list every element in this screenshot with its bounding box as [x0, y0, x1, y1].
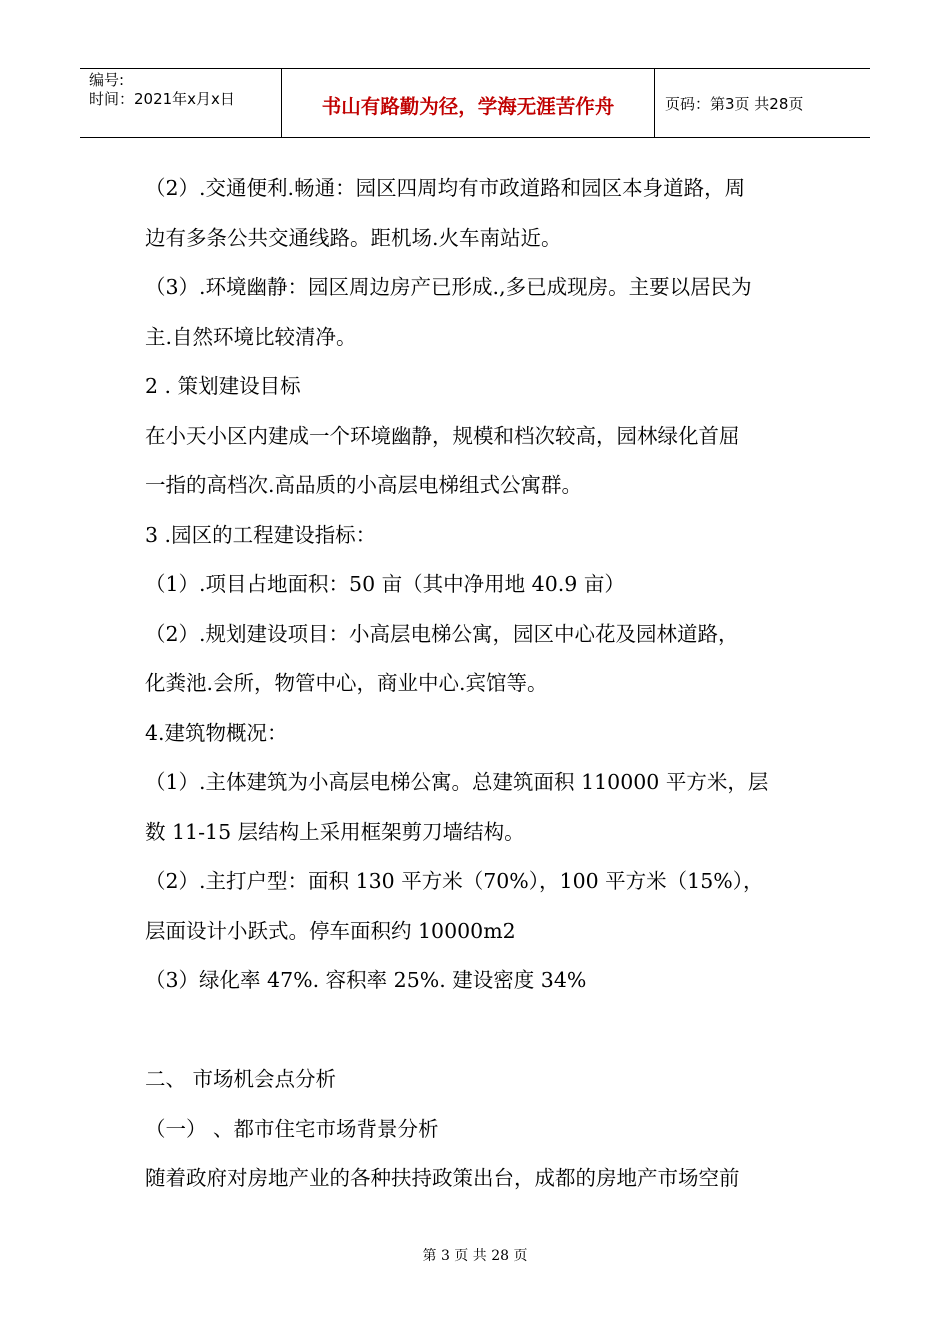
paragraph-line: 2 . 策划建设目标 — [145, 374, 301, 398]
paragraph-line: 随着政府对房地产业的各种扶持政策出台，成都的房地产市场空前 — [145, 1166, 740, 1190]
header-page-info: 页码：第3页 共28页 — [665, 95, 804, 113]
paragraph-line: 3 .园区的工程建设指标： — [145, 522, 377, 547]
paragraph-line: 数 11-15 层结构上采用框架剪刀墙结构。 — [145, 819, 525, 844]
time-label: 时间：2021年x月x日 — [89, 90, 235, 108]
paragraph-line: 一指的高档次.高品质的小高层电梯组式公寓群。 — [145, 473, 583, 497]
paragraph-line: 主.自然环境比较清净。 — [145, 324, 357, 349]
paragraph-line: 二、 市场机会点分析 — [145, 1067, 337, 1091]
paragraph-line: （1）.主体建筑为小高层电梯公寓。总建筑面积 110000 平方米，层 — [145, 770, 769, 794]
paragraph-line: 边有多条公共交通线路。距机场.火车南站近。 — [145, 225, 562, 250]
paragraph-line: 在小天小区内建成一个环境幽静，规模和档次较高，园林绿化首屈 — [145, 423, 740, 448]
blank-line — [145, 1006, 810, 1054]
header-divider — [654, 69, 655, 137]
paragraph-line: （3）绿化率 47%. 容积率 25%. 建设密度 34% — [145, 968, 587, 992]
paragraph-line: （1）.项目占地面积：50 亩（其中净用地 40.9 亩） — [145, 572, 625, 596]
page-footer: 第 3 页 共 28 页 — [422, 1248, 528, 1264]
paragraph-line: （一） 、都市住宅市场背景分析 — [145, 1116, 439, 1141]
header-meta — [89, 71, 235, 109]
paragraph-line: （2）.主打户型：面积 130 平方米（70%），100 平方米（15%）， — [145, 869, 764, 893]
paragraph-line: 化粪池.会所，物管中心，商业中心.宾馆等。 — [145, 671, 548, 695]
paragraph-line: 层面设计小跃式。停车面积约 10000m2 — [145, 918, 516, 943]
paragraph-line: （3）.环境幽静：园区周边房产已形成.,多已成现房。主要以居民为 — [145, 275, 752, 299]
serial-label: 编号: — [89, 71, 125, 89]
paragraph-line: （2）.交通便利.畅通：园区四周均有市政道路和园区本身道路，周 — [145, 176, 746, 200]
document-body — [145, 164, 810, 1204]
paragraph-line: （2）.规划建设项目：小高层电梯公寓，园区中心花及园林道路， — [145, 621, 739, 646]
header-motto: 书山有路勤为径，学海无涯苦作舟 — [321, 95, 615, 118]
page-header — [80, 68, 870, 138]
paragraph-line: 4.建筑物概况： — [145, 720, 288, 745]
